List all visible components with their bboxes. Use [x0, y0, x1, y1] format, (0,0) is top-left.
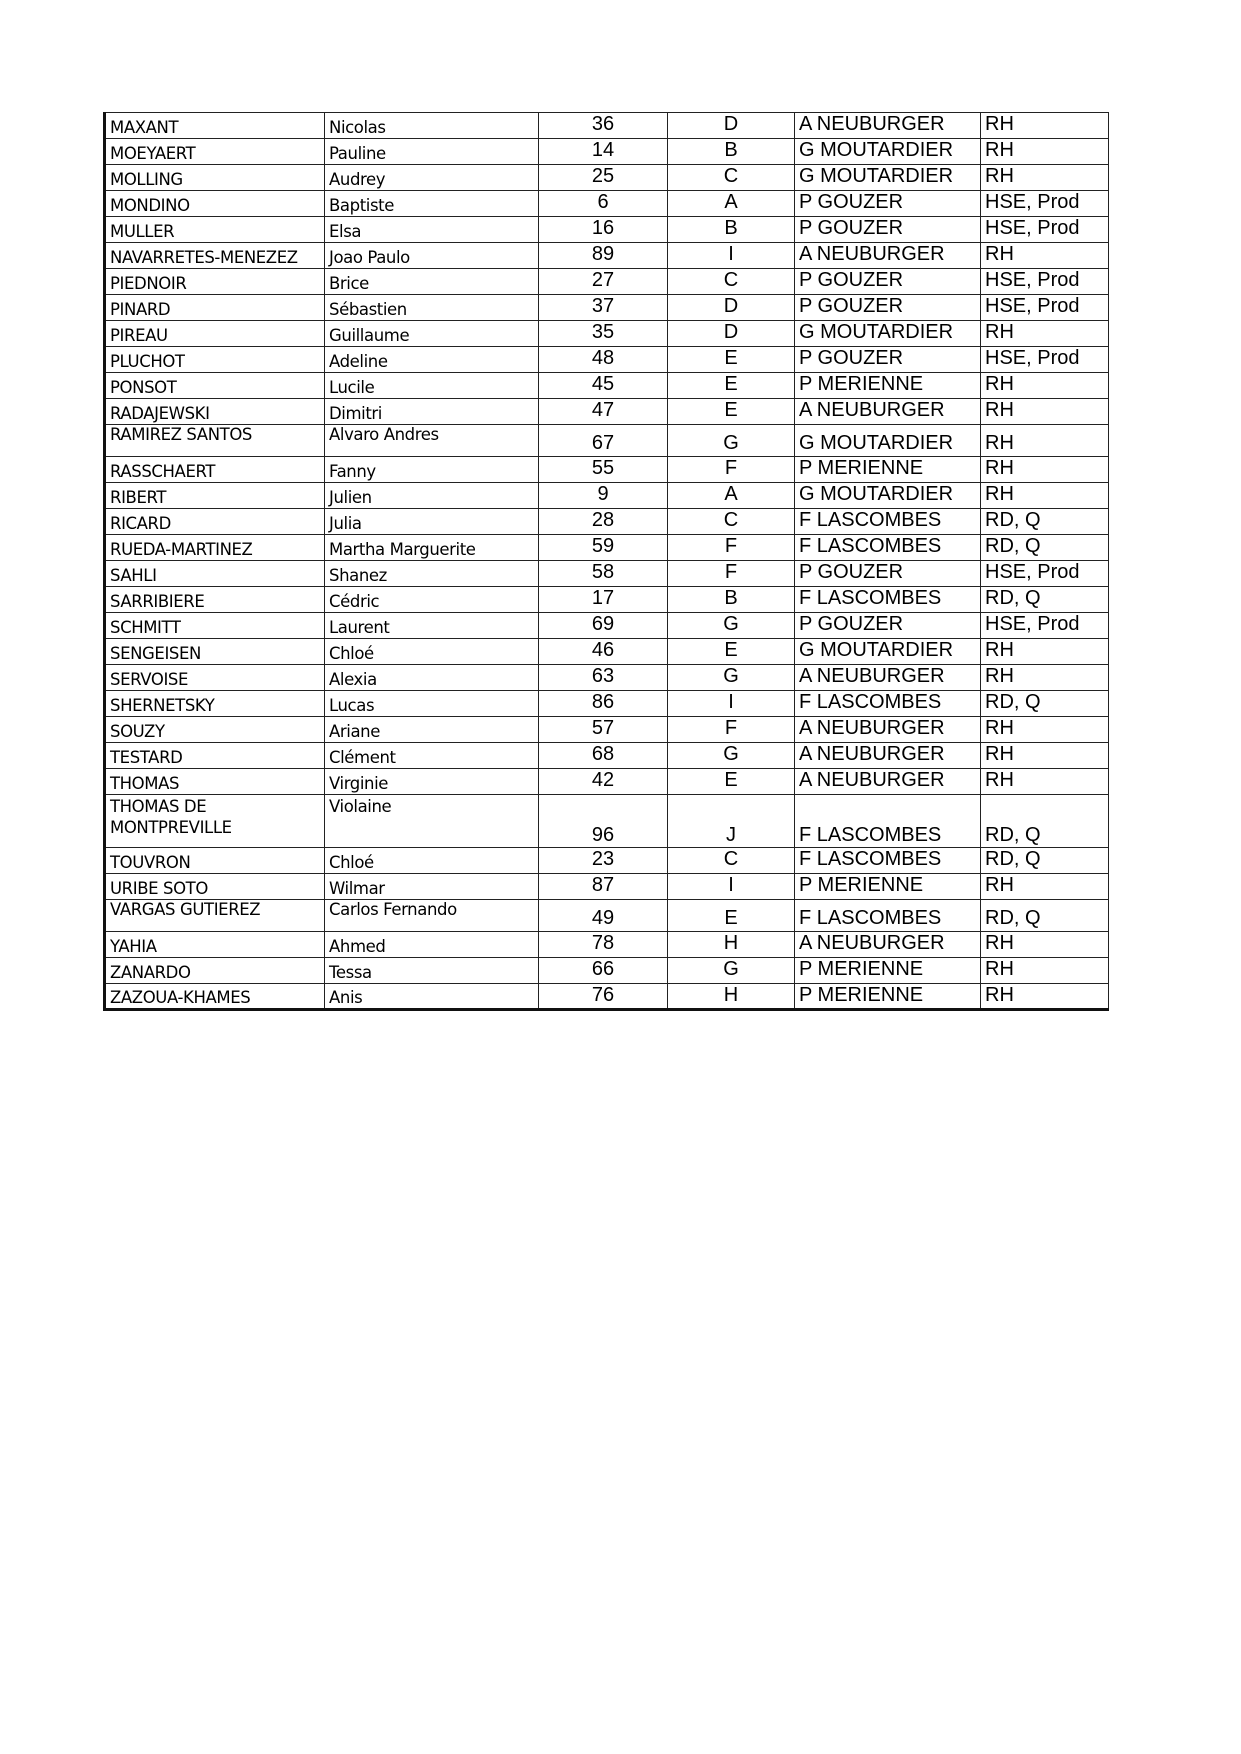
group-cell: H	[668, 932, 795, 958]
last-name-cell: SOUZY	[105, 717, 325, 743]
department-cell: RH	[981, 639, 1109, 665]
group-cell: I	[668, 874, 795, 900]
first-name-cell: Ariane	[325, 717, 539, 743]
manager-cell: F LASCOMBES	[795, 535, 981, 561]
last-name-cell: PIREAU	[105, 321, 325, 347]
table-row	[105, 561, 1109, 587]
department-cell: HSE, Prod	[981, 217, 1109, 243]
group-cell: D	[668, 295, 795, 321]
number-cell: 48	[539, 347, 668, 373]
first-name-cell: Alvaro Andres	[325, 425, 539, 457]
group-cell: E	[668, 639, 795, 665]
first-name-cell: Wilmar	[325, 874, 539, 900]
department-cell: HSE, Prod	[981, 295, 1109, 321]
group-cell: B	[668, 139, 795, 165]
manager-cell: F LASCOMBES	[795, 587, 981, 613]
first-name-cell: Audrey	[325, 165, 539, 191]
manager-cell: P MERIENNE	[795, 984, 981, 1010]
group-cell: H	[668, 984, 795, 1010]
last-name-cell: PONSOT	[105, 373, 325, 399]
number-cell: 46	[539, 639, 668, 665]
last-name-cell: SAHLI	[105, 561, 325, 587]
number-cell: 63	[539, 665, 668, 691]
department-cell: RH	[981, 113, 1109, 139]
table-row	[105, 509, 1109, 535]
number-cell: 9	[539, 483, 668, 509]
last-name-cell: RIBERT	[105, 483, 325, 509]
last-name-cell: ZAZOUA-KHAMES	[105, 984, 325, 1010]
group-cell: A	[668, 191, 795, 217]
department-cell: HSE, Prod	[981, 269, 1109, 295]
department-cell: RH	[981, 717, 1109, 743]
last-name-cell: PIEDNOIR	[105, 269, 325, 295]
number-cell: 86	[539, 691, 668, 717]
group-cell: F	[668, 457, 795, 483]
first-name-cell: Dimitri	[325, 399, 539, 425]
last-name-cell: MAXANT	[105, 113, 325, 139]
manager-cell: A NEUBURGER	[795, 717, 981, 743]
table-row	[105, 243, 1109, 269]
last-name-cell: SHERNETSKY	[105, 691, 325, 717]
manager-cell: A NEUBURGER	[795, 769, 981, 795]
number-cell: 45	[539, 373, 668, 399]
department-cell: RD, Q	[981, 509, 1109, 535]
number-cell: 16	[539, 217, 668, 243]
last-name-cell: VARGAS GUTIEREZ	[105, 900, 325, 932]
manager-cell: G MOUTARDIER	[795, 425, 981, 457]
department-cell: RH	[981, 665, 1109, 691]
number-cell: 57	[539, 717, 668, 743]
last-name-cell: MULLER	[105, 217, 325, 243]
manager-cell: A NEUBURGER	[795, 932, 981, 958]
first-name-cell: Baptiste	[325, 191, 539, 217]
manager-cell: A NEUBURGER	[795, 399, 981, 425]
department-cell: RD, Q	[981, 848, 1109, 874]
number-cell: 47	[539, 399, 668, 425]
first-name-cell: Lucas	[325, 691, 539, 717]
group-cell: I	[668, 243, 795, 269]
table-row	[105, 425, 1109, 457]
department-cell: RH	[981, 984, 1109, 1010]
table-row	[105, 613, 1109, 639]
number-cell: 87	[539, 874, 668, 900]
last-name-cell: THOMAS	[105, 769, 325, 795]
first-name-cell: Guillaume	[325, 321, 539, 347]
department-cell: RD, Q	[981, 900, 1109, 932]
last-name-cell: ZANARDO	[105, 958, 325, 984]
number-cell: 78	[539, 932, 668, 958]
manager-cell: F LASCOMBES	[795, 509, 981, 535]
number-cell: 28	[539, 509, 668, 535]
group-cell: E	[668, 347, 795, 373]
first-name-cell: Tessa	[325, 958, 539, 984]
last-name-cell: RICARD	[105, 509, 325, 535]
number-cell: 27	[539, 269, 668, 295]
table-row	[105, 743, 1109, 769]
group-cell: D	[668, 321, 795, 347]
number-cell: 25	[539, 165, 668, 191]
last-name-cell: RASSCHAERT	[105, 457, 325, 483]
last-name-cell: MONDINO	[105, 191, 325, 217]
group-cell: J	[668, 795, 795, 848]
manager-cell: A NEUBURGER	[795, 243, 981, 269]
table-row	[105, 900, 1109, 932]
manager-cell: P MERIENNE	[795, 373, 981, 399]
department-cell: RH	[981, 165, 1109, 191]
number-cell: 89	[539, 243, 668, 269]
table-row	[105, 113, 1109, 139]
table-row	[105, 269, 1109, 295]
department-cell: RH	[981, 457, 1109, 483]
first-name-cell: Brice	[325, 269, 539, 295]
department-cell: RH	[981, 373, 1109, 399]
table-row	[105, 191, 1109, 217]
table-row	[105, 457, 1109, 483]
last-name-cell: SARRIBIERE	[105, 587, 325, 613]
table-row	[105, 691, 1109, 717]
group-cell: G	[668, 743, 795, 769]
first-name-cell: Laurent	[325, 613, 539, 639]
department-cell: HSE, Prod	[981, 347, 1109, 373]
manager-cell: A NEUBURGER	[795, 665, 981, 691]
group-cell: G	[668, 958, 795, 984]
number-cell: 96	[539, 795, 668, 848]
first-name-cell: Julien	[325, 483, 539, 509]
department-cell: HSE, Prod	[981, 191, 1109, 217]
last-name-cell: MOLLING	[105, 165, 325, 191]
first-name-cell: Virginie	[325, 769, 539, 795]
number-cell: 69	[539, 613, 668, 639]
manager-cell: P GOUZER	[795, 613, 981, 639]
last-name-cell: SENGEISEN	[105, 639, 325, 665]
manager-cell: P MERIENNE	[795, 457, 981, 483]
number-cell: 55	[539, 457, 668, 483]
group-cell: F	[668, 561, 795, 587]
table-row	[105, 932, 1109, 958]
first-name-cell: Fanny	[325, 457, 539, 483]
number-cell: 66	[539, 958, 668, 984]
first-name-cell: Carlos Fernando	[325, 900, 539, 932]
first-name-cell: Violaine	[325, 795, 539, 848]
group-cell: F	[668, 717, 795, 743]
first-name-cell: Elsa	[325, 217, 539, 243]
number-cell: 59	[539, 535, 668, 561]
table-row	[105, 639, 1109, 665]
group-cell: E	[668, 769, 795, 795]
first-name-cell: Anis	[325, 984, 539, 1010]
first-name-cell: Joao Paulo	[325, 243, 539, 269]
table-row	[105, 984, 1109, 1010]
table-row	[105, 587, 1109, 613]
last-name-cell: PINARD	[105, 295, 325, 321]
department-cell: RH	[981, 399, 1109, 425]
last-name-cell: MOEYAERT	[105, 139, 325, 165]
department-cell: HSE, Prod	[981, 613, 1109, 639]
group-cell: G	[668, 425, 795, 457]
group-cell: B	[668, 217, 795, 243]
department-cell: HSE, Prod	[981, 561, 1109, 587]
last-name-cell: RUEDA-MARTINEZ	[105, 535, 325, 561]
manager-cell: F LASCOMBES	[795, 795, 981, 848]
table-row	[105, 769, 1109, 795]
table-row	[105, 717, 1109, 743]
group-cell: C	[668, 509, 795, 535]
roster-table	[103, 112, 1109, 1011]
number-cell: 76	[539, 984, 668, 1010]
department-cell: RH	[981, 243, 1109, 269]
department-cell: RH	[981, 932, 1109, 958]
manager-cell: G MOUTARDIER	[795, 321, 981, 347]
first-name-cell: Chloé	[325, 848, 539, 874]
group-cell: E	[668, 373, 795, 399]
number-cell: 37	[539, 295, 668, 321]
first-name-cell: Sébastien	[325, 295, 539, 321]
table-row	[105, 483, 1109, 509]
first-name-cell: Chloé	[325, 639, 539, 665]
last-name-cell: RAMIREZ SANTOS	[105, 425, 325, 457]
number-cell: 23	[539, 848, 668, 874]
manager-cell: G MOUTARDIER	[795, 165, 981, 191]
first-name-cell: Clément	[325, 743, 539, 769]
group-cell: G	[668, 613, 795, 639]
table-row	[105, 373, 1109, 399]
manager-cell: G MOUTARDIER	[795, 483, 981, 509]
department-cell: RD, Q	[981, 795, 1109, 848]
last-name-cell: RADAJEWSKI	[105, 399, 325, 425]
last-name-cell: PLUCHOT	[105, 347, 325, 373]
group-cell: I	[668, 691, 795, 717]
group-cell: A	[668, 483, 795, 509]
first-name-cell: Shanez	[325, 561, 539, 587]
group-cell: F	[668, 535, 795, 561]
department-cell: RH	[981, 483, 1109, 509]
number-cell: 67	[539, 425, 668, 457]
manager-cell: G MOUTARDIER	[795, 139, 981, 165]
department-cell: RH	[981, 874, 1109, 900]
first-name-cell: Martha Marguerite	[325, 535, 539, 561]
manager-cell: F LASCOMBES	[795, 691, 981, 717]
last-name-cell: URIBE SOTO	[105, 874, 325, 900]
department-cell: RH	[981, 743, 1109, 769]
department-cell: RH	[981, 958, 1109, 984]
department-cell: RH	[981, 139, 1109, 165]
group-cell: C	[668, 165, 795, 191]
group-cell: D	[668, 113, 795, 139]
last-name-cell: YAHIA	[105, 932, 325, 958]
manager-cell: P GOUZER	[795, 191, 981, 217]
first-name-cell: Lucile	[325, 373, 539, 399]
table-row	[105, 295, 1109, 321]
first-name-cell: Julia	[325, 509, 539, 535]
number-cell: 49	[539, 900, 668, 932]
number-cell: 6	[539, 191, 668, 217]
manager-cell: P GOUZER	[795, 217, 981, 243]
last-name-cell: SERVOISE	[105, 665, 325, 691]
last-name-cell: TESTARD	[105, 743, 325, 769]
department-cell: RD, Q	[981, 691, 1109, 717]
last-name-cell: TOUVRON	[105, 848, 325, 874]
table-row	[105, 347, 1109, 373]
group-cell: G	[668, 665, 795, 691]
table-row	[105, 665, 1109, 691]
group-cell: C	[668, 269, 795, 295]
manager-cell: G MOUTARDIER	[795, 639, 981, 665]
manager-cell: P GOUZER	[795, 561, 981, 587]
table-row	[105, 321, 1109, 347]
manager-cell: P GOUZER	[795, 269, 981, 295]
table-row	[105, 399, 1109, 425]
manager-cell: F LASCOMBES	[795, 900, 981, 932]
table-row	[105, 165, 1109, 191]
last-name-cell: THOMAS DE MONTPREVILLE	[105, 795, 325, 848]
roster-table-body	[105, 113, 1109, 1010]
manager-cell: P MERIENNE	[795, 958, 981, 984]
table-row	[105, 874, 1109, 900]
number-cell: 14	[539, 139, 668, 165]
group-cell: C	[668, 848, 795, 874]
number-cell: 68	[539, 743, 668, 769]
table-row	[105, 139, 1109, 165]
department-cell: RD, Q	[981, 535, 1109, 561]
group-cell: B	[668, 587, 795, 613]
manager-cell: P MERIENNE	[795, 874, 981, 900]
number-cell: 17	[539, 587, 668, 613]
department-cell: RH	[981, 425, 1109, 457]
first-name-cell: Adeline	[325, 347, 539, 373]
table-row	[105, 795, 1109, 848]
number-cell: 42	[539, 769, 668, 795]
number-cell: 58	[539, 561, 668, 587]
manager-cell: A NEUBURGER	[795, 113, 981, 139]
first-name-cell: Alexia	[325, 665, 539, 691]
manager-cell: F LASCOMBES	[795, 848, 981, 874]
manager-cell: P GOUZER	[795, 347, 981, 373]
table-row	[105, 848, 1109, 874]
table-row	[105, 535, 1109, 561]
group-cell: E	[668, 900, 795, 932]
manager-cell: A NEUBURGER	[795, 743, 981, 769]
number-cell: 36	[539, 113, 668, 139]
first-name-cell: Nicolas	[325, 113, 539, 139]
first-name-cell: Cédric	[325, 587, 539, 613]
first-name-cell: Pauline	[325, 139, 539, 165]
department-cell: RH	[981, 321, 1109, 347]
last-name-cell: NAVARRETES-MENEZEZ	[105, 243, 325, 269]
department-cell: RD, Q	[981, 587, 1109, 613]
first-name-cell: Ahmed	[325, 932, 539, 958]
department-cell: RH	[981, 769, 1109, 795]
manager-cell: P GOUZER	[795, 295, 981, 321]
table-row	[105, 217, 1109, 243]
number-cell: 35	[539, 321, 668, 347]
last-name-cell: SCHMITT	[105, 613, 325, 639]
group-cell: E	[668, 399, 795, 425]
table-row	[105, 958, 1109, 984]
